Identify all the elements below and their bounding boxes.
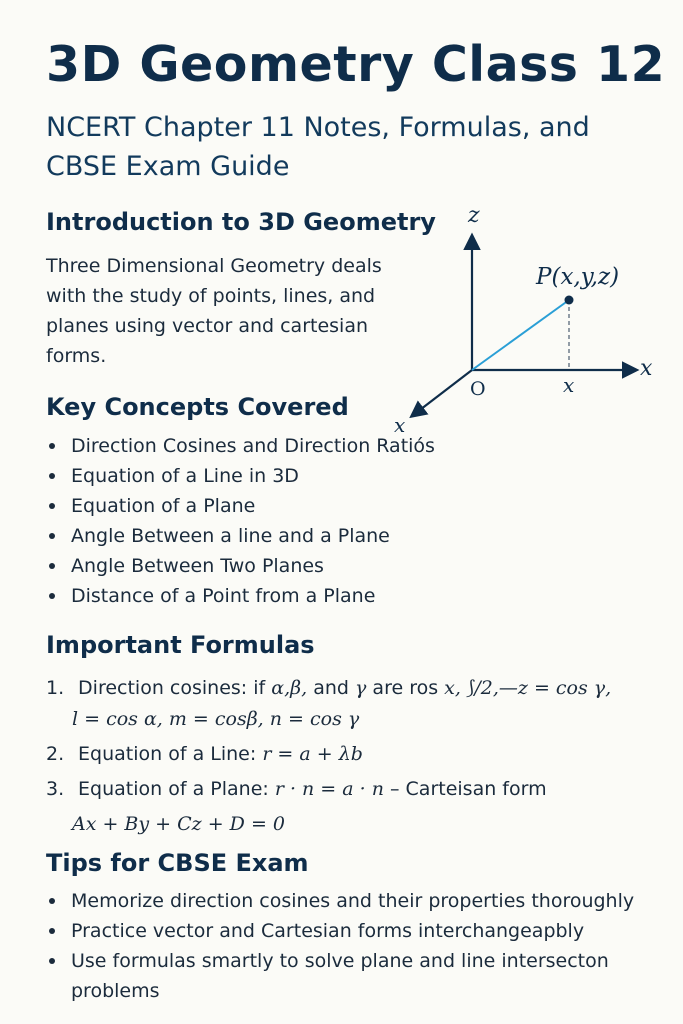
concepts-heading: Key Concepts Covered [46,393,349,421]
z-axis-label: z [468,203,480,228]
page-subtitle [46,108,646,186]
x-tick-label: x [563,373,575,397]
formula-symbol: γ [355,677,367,699]
formula-1-line-2 [46,704,656,735]
coordinate-axes-diagram [384,196,674,446]
lower-axis-label: x [394,413,406,437]
list-item: Distance of a Point from a Plane [46,581,435,611]
list-item: Angle Between Two Planes [46,551,435,581]
formulas-list [46,673,656,840]
tips-heading: Tips for CBSE Exam [46,849,309,877]
formula-number: 2. [46,743,65,765]
list-item: Equation of a Line in 3D [46,461,435,491]
concepts-list [46,431,435,611]
formula-symbols: α,β, [271,677,308,699]
y-axis [412,370,472,416]
x-axis-label: x [640,356,653,381]
formula-3-line-2 [46,809,656,840]
formula-number: 1. [46,677,65,699]
formula-3 [46,774,656,805]
page-title: 3D Geometry Class 12 [46,36,666,93]
point-p [565,296,574,305]
formula-math: r = a + λb [262,743,363,765]
formula-math: x, ⟆/2,—z = cos γ, [444,677,612,699]
intro-heading: Introduction to 3D Geometry [46,208,436,236]
list-item: Practice vector and Cartesian forms interchangeapbly [46,916,661,946]
formula-text: Direction cosines: if [78,677,266,699]
subtitle-line-1: NCERT Chapter 11 Notes, Formulas, and [46,112,590,143]
position-vector [472,300,569,370]
formula-text: – Carteisan form [390,778,547,800]
list-item: Use formulas smartly to solve plane and line intersecton problems [46,946,661,1006]
formula-math: r · n = a · n [274,778,384,800]
formula-text: are ros [372,677,439,699]
tips-list [46,886,661,1006]
subtitle-line-2: CBSE Exam Guide [46,151,290,182]
formula-text: Equation of a Line: [78,743,257,765]
formula-text: and [313,677,349,699]
list-item: Equation of a Plane [46,491,435,521]
list-item: Memorize direction cosines and their properties thoroughly [46,886,661,916]
formula-text: Equation of a Plane: [78,778,269,800]
formula-1 [46,673,656,704]
formula-math: l = cos α, m = cosβ, n = cos γ [72,708,360,730]
origin-label: O [470,378,486,400]
formula-math: Ax + By + Cz + D = 0 [72,813,285,835]
formula-number: 3. [46,778,65,800]
intro-paragraph: Three Dimensional Geometry deals with the study of points, lines, and planes using vector and cartesian forms. [46,255,382,367]
formula-2 [46,739,656,770]
formulas-heading: Important Formulas [46,631,315,659]
list-item: Angle Between a line and a Plane [46,521,435,551]
point-p-label: P(x,y,z) [536,264,620,290]
list-item: Direction Cosines and Direction Ratiós [46,431,435,461]
